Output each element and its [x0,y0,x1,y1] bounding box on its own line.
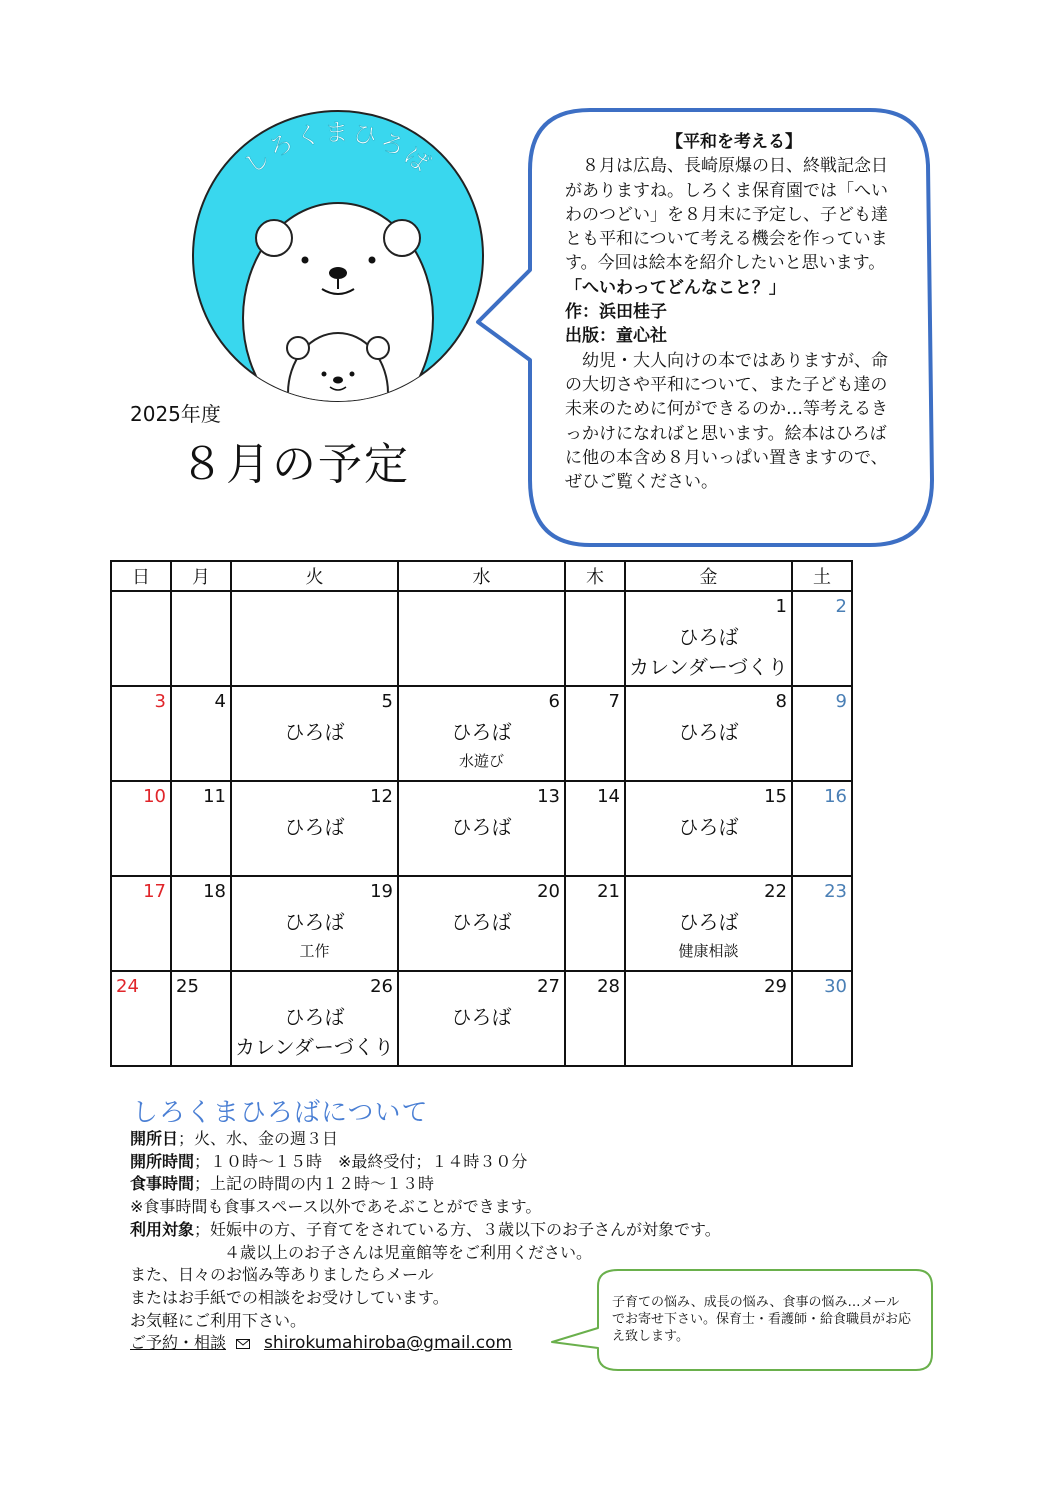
calendar-week-row [111,971,852,1066]
day-number: 10 [143,786,166,807]
about-title: しろくまひろばについて [132,1098,429,1128]
bubble-heading: 【平和を考える】 [666,132,802,152]
page-title: ８月の予定 [180,439,410,490]
day-number: 8 [775,691,787,712]
event-detail: 工作 [299,942,330,960]
day-number: 21 [597,881,620,902]
calendar-day-cell [111,591,171,686]
calendar-day-cell [792,591,852,686]
open-days: 開所日；火、水、金の週３日 [130,1129,339,1148]
header-sun: 日 [111,561,171,591]
event-detail: カレンダーづくり [235,1035,394,1059]
header-tue: 火 [231,561,398,591]
day-number: 12 [370,786,393,807]
calendar-week-row [111,781,852,876]
calendar-day-cell [171,686,231,781]
day-number [566,592,624,596]
bubble-paragraph-1: ８月は広島、長崎原爆の日、終戦記念日がありますね。しろくま保育園では「へいわのつどい」を８月末に予定し、子ども達とも平和について考える機会を作っています。今回は絵本を紹介したいと思います。 [565,156,888,274]
event-label: ひろば [451,910,512,934]
day-number: 17 [143,881,166,902]
shirokuma-logo [190,108,486,404]
calendar-day-cell [792,876,852,971]
event-label: ひろば [284,1005,345,1029]
calendar-table [110,560,853,1067]
event-detail: カレンダーづくり [629,655,788,679]
day-number: 4 [214,691,226,712]
calendar-day-cell [111,876,171,971]
day-number: 28 [597,976,620,997]
day-number: 18 [203,881,226,902]
calendar-week-row [111,876,852,971]
header-thu: 木 [565,561,625,591]
calendar-day-cell [398,591,565,686]
calendar-day-cell [398,971,565,1066]
book-publisher: 出版：童心社 [565,326,667,347]
calendar-day-cell [231,971,398,1066]
calendar-day-cell [625,686,792,781]
day-number: 7 [608,691,620,712]
event-label: ひろば [451,815,512,839]
event-label: ひろば [678,910,739,934]
book-title: 「へいわってどんなこと？」 [565,277,786,298]
day-number: 26 [370,976,393,997]
day-number [172,592,230,596]
calendar-day-cell [398,781,565,876]
calendar-day-cell [398,686,565,781]
calendar-day-cell [565,781,625,876]
open-hours: 開所時間；１０時〜１５時 ※最終受付；１４時３０分 [130,1151,528,1171]
book-author: 作：浜田桂子 [565,302,667,323]
calendar-day-cell [625,591,792,686]
day-number: 19 [370,881,393,902]
calendar-day-cell [565,591,625,686]
day-number: 2 [835,596,847,617]
event-label: ひろば [678,815,739,839]
day-number: 9 [835,691,847,712]
day-number: 6 [548,691,560,712]
day-number: 25 [176,976,199,997]
day-number: 3 [154,691,166,712]
bubble-paragraph-2: 幼児・大人向けの本ではありますが、命の大切さや平和について、また子ども達の未来のために何ができるのか…等考えるきっかけになればと思います。絵本はひろばに他の本含め８月いっぱい置きますので、ぜひご覧ください。 [565,350,888,493]
day-number [232,592,397,596]
day-number: 15 [764,786,787,807]
event-label: ひろば [284,815,345,839]
day-number: 22 [764,881,787,902]
logo-text: しろくまひろば [239,119,437,180]
contact-line: ご予約・相談 shirokumahiroba@gmail.com [130,1333,513,1354]
calendar-day-cell [171,971,231,1066]
bear-illustration [243,203,433,404]
consult-line-1: また、日々のお悩み等ありましたらメール [130,1265,434,1285]
calendar-day-cell [565,876,625,971]
email-link[interactable]: shirokumahiroba@gmail.com [264,1333,513,1354]
calendar-day-cell [111,971,171,1066]
calendar-day-cell [231,686,398,781]
calendar-day-cell [111,781,171,876]
event-label: ひろば [284,720,345,744]
calendar-day-cell [231,876,398,971]
note-text: 子育ての悩み、成長の悩み、食事の悩み…メールでお寄せ下さい。保育士・看護師・給食職員がお応え致します。 [612,1295,912,1344]
calendar-day-cell [792,686,852,781]
day-number: 23 [824,881,847,902]
day-number: 11 [203,786,226,807]
calendar-day-cell [398,876,565,971]
day-number: 24 [116,976,139,997]
calendar-day-cell [171,876,231,971]
consult-line-3: お気軽にご利用下さい。 [130,1310,307,1330]
mail-icon [236,1339,250,1349]
calendar-header-row [111,561,852,591]
day-number: 14 [597,786,620,807]
calendar-day-cell [231,591,398,686]
day-number: 5 [381,691,393,712]
bubble-content [565,130,903,494]
header-wed: 水 [398,561,565,591]
header-fri: 金 [625,561,792,591]
calendar-week-row [111,591,852,686]
fiscal-year: 2025年度 [130,402,221,426]
day-number: 13 [537,786,560,807]
header-mon: 月 [171,561,231,591]
calendar-day-cell [625,876,792,971]
event-label: ひろば [451,1005,512,1029]
day-number: 20 [537,881,560,902]
event-label: ひろば [678,625,739,649]
day-number: 29 [764,976,787,997]
event-detail: 健康相談 [678,942,739,960]
calendar-day-cell [625,971,792,1066]
calendar-day-cell [792,781,852,876]
target-note: ４歳以上のお子さんは児童館等をご利用ください。 [224,1242,593,1262]
calendar-day-cell [625,781,792,876]
header-sat: 土 [792,561,852,591]
calendar-day-cell [792,971,852,1066]
event-label: ひろば [451,720,512,744]
calendar-day-cell [565,686,625,781]
event-label: ひろば [284,910,345,934]
target-users: 利用対象；妊娠中の方、子育てをされている方、３歳以下のお子さんが対象です。 [130,1219,721,1239]
day-number: 27 [537,976,560,997]
meal-note: ※食事時間も食事スペース以外であそぶことができます。 [130,1197,542,1217]
day-number: 1 [775,596,787,617]
meal-time: 食事時間；上記の時間の内１２時〜１３時 [130,1174,435,1194]
day-number [112,592,170,596]
calendar-week-row [111,686,852,781]
calendar-day-cell [171,781,231,876]
event-label: ひろば [678,720,739,744]
day-number [399,592,564,596]
day-number: 16 [824,786,847,807]
calendar-day-cell [111,686,171,781]
calendar-day-cell [565,971,625,1066]
day-number: 30 [824,976,847,997]
consult-line-2: またはお手紙での相談をお受けしています。 [130,1287,449,1307]
calendar-day-cell [171,591,231,686]
event-detail: 水遊び [458,752,504,770]
calendar-day-cell [231,781,398,876]
